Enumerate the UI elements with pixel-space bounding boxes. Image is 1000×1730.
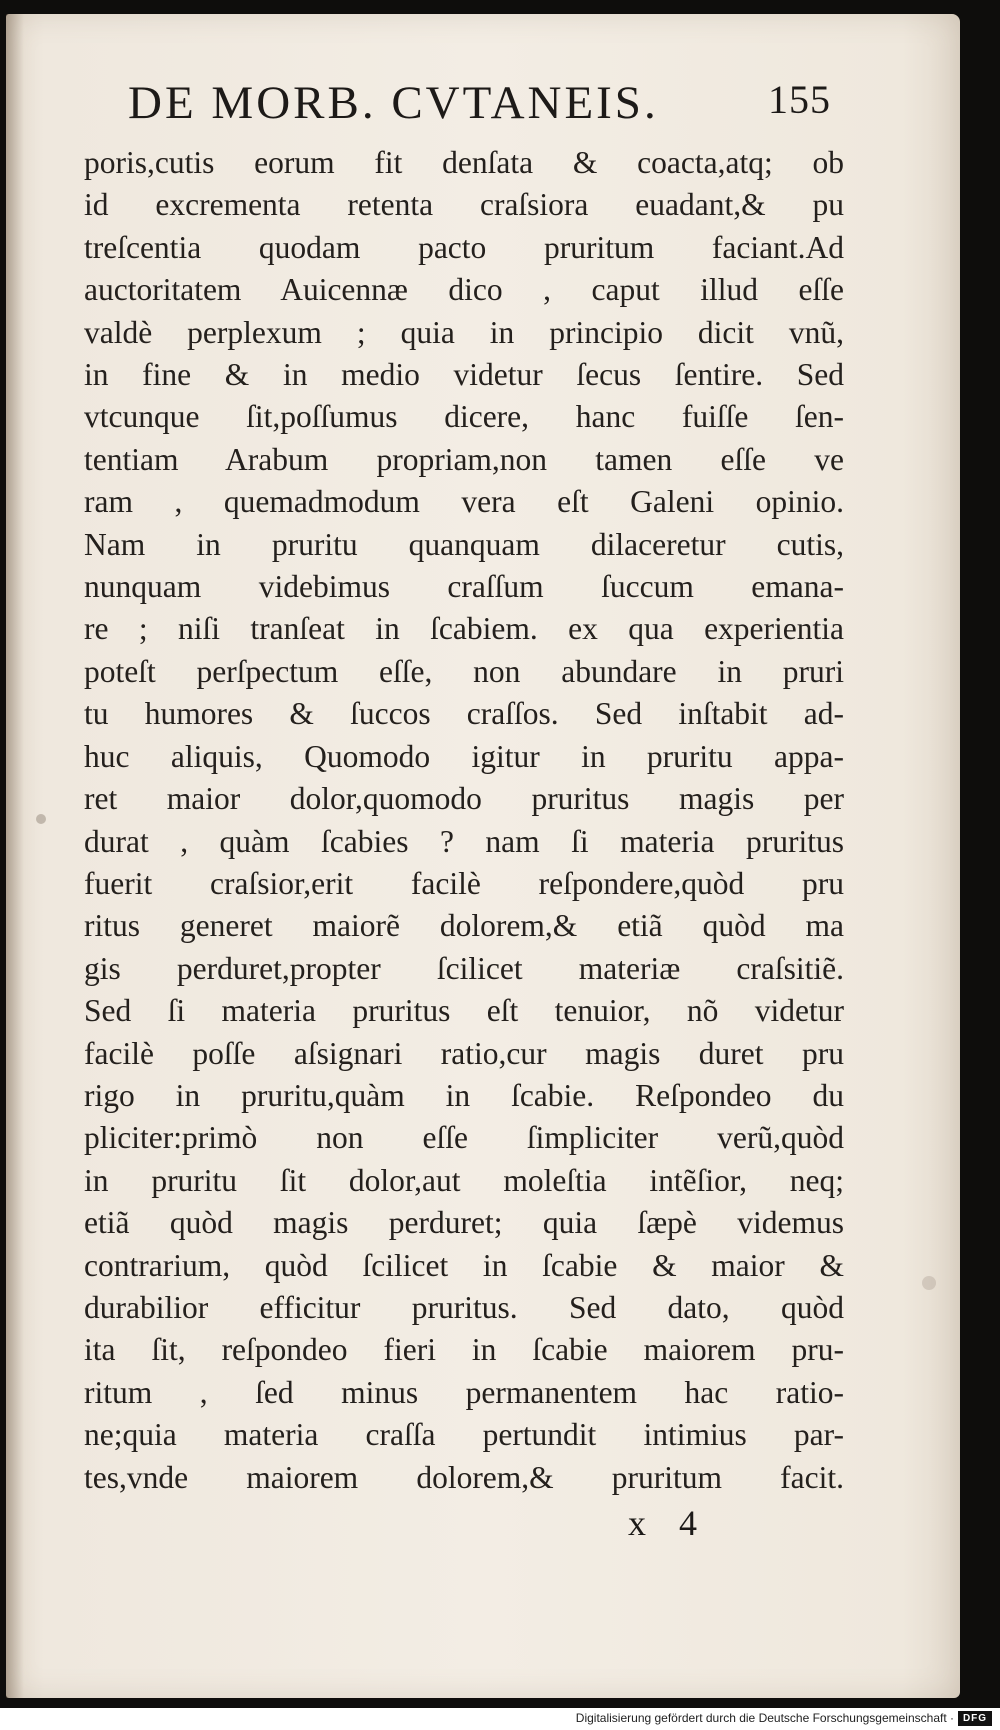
foxing-spot [36,814,46,824]
text-line: durat , quàm ſcabies ? nam ſi materia pruritus [84,823,844,859]
text-line: gis perduret,propter ſcilicet materiæ craſsitiẽ. [84,950,844,986]
text-line: etiã quòd magis perduret; quia ſæpè videmus [84,1205,844,1241]
text-line: ram , quemadmodum vera eſt Galeni opinio. [84,484,844,520]
running-title: DE MORB. CVTANEIS. [128,77,659,129]
text-line: vtcunque ſit,poſſumus dicere, hanc fuiſſe ſen- [84,399,844,435]
running-head [128,76,831,140]
text-line: Nam in pruritu quanquam dilaceretur cutis, [84,526,844,562]
text-line: facilè poſſe aſsignari ratio,cur magis duret pru [84,1035,844,1071]
text-line: tentiam Arabum propriam,non tamen eſſe ve [84,441,844,477]
text-line: tu humores & ſuccos craſſos. Sed inſtabit ad- [84,696,844,732]
digitization-footer [0,1708,1000,1730]
text-line: ritus generet maiorẽ dolorem,& etiã quòd ma [84,908,844,944]
text-line: pliciter:primò non eſſe ſimpliciter verũ,quòd [84,1120,844,1156]
funding-credit: Digitalisierung gefördert durch die Deutsche Forschungsgemeinschaft · [575,1711,954,1725]
text-line: id excrementa retenta craſsiora euadant,& pu [84,187,844,223]
signature-mark: x 4 [628,1503,709,1543]
text-line: in pruritu ſit dolor,aut moleſtia intẽſior, neq; [84,1162,844,1198]
text-line: treſcentia quodam pacto pruritum faciant.Ad [84,229,844,265]
text-line: ne;quia materia craſſa pertundit intimius par- [84,1417,844,1453]
text-line: re ; niſi tranſeat in ſcabiem. ex qua experientia [84,611,844,647]
text-line: huc aliquis, Quomodo igitur in pruritu appa- [84,738,844,774]
page-number: 155 [768,77,831,122]
text-line: tes,vnde maiorem dolorem,& pruritum facit. [84,1459,844,1495]
text-line: valdè perplexum ; quia in principio dicit vnũ, [84,314,844,350]
text-line: durabilior efficitur pruritus. Sed dato, quòd [84,1289,844,1325]
text-line: fuerit craſsior,erit facilè reſpondere,quòd pru [84,865,844,901]
text-line: poris,cutis eorum fit denſata & coacta,atq; ob [84,145,844,180]
foxing-spot [922,1276,936,1290]
body-text [84,142,844,1499]
text-line: rigo in pruritu,quàm in ſcabie. Reſpondeo du [84,1077,844,1113]
text-line: auctoritatem Auicennæ dico , caput illud eſſe [84,272,844,308]
text-line: ritum , ſed minus permanentem hac ratio- [84,1374,844,1410]
dfg-logo: DFG [958,1711,992,1726]
text-line: nunquam videbimus craſſum ſuccum emana- [84,569,844,605]
text-line: Sed ſi materia pruritus eſt tenuior, nõ videtur [84,993,844,1029]
text-line: in fine & in medio videtur ſecus ſentire. Sed [84,357,844,393]
text-line: ita ſit, reſpondeo fieri in ſcabie maiorem pru- [84,1332,844,1368]
text-line: ret maior dolor,quomodo pruritus magis per [84,781,844,817]
spine-shadow [6,14,24,1698]
book-page [6,14,960,1698]
text-line: contrarium, quòd ſcilicet in ſcabie & maior & [84,1247,844,1283]
text-line: poteſt perſpectum eſſe, non abundare in pruri [84,653,844,689]
